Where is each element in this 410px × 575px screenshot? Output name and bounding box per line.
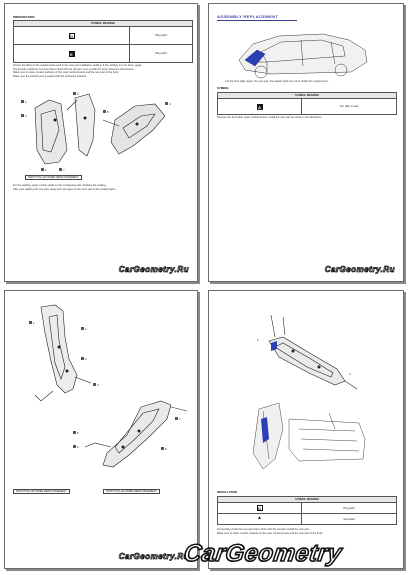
floor-panel-diagram <box>239 399 379 483</box>
figure-label: 4 <box>97 383 99 387</box>
section-title: ASSEMBLY REPLACEMENT <box>217 14 279 19</box>
note-item: Temporarily install the new part that is flush with the old part. Line up with the body reference dimensions... <box>13 67 136 71</box>
warning-icon: ⚠ <box>257 104 262 110</box>
figure-footer-label: FRONT PILLAR INNER REINFORCEMENT <box>103 489 160 494</box>
manual-page-4 <box>208 290 404 569</box>
note-item: Make sure to clean contact surfaces of the outer reinforcement and the new part of the body. <box>13 71 120 75</box>
figure-label: 1 <box>257 338 259 342</box>
symbol-e: E <box>70 51 73 57</box>
table-cell: Spot weld <box>302 514 397 525</box>
note-item: Make sure to clean contact surfaces of the outer reinforcement and the new part of the body. <box>217 531 324 535</box>
note-item: For the welding, apply a body sealer to the overlapping part. Replace the sealing... <box>13 184 108 187</box>
manual-page-1 <box>4 3 198 282</box>
figure-label: 1 <box>33 321 35 325</box>
note-item: Protect the fitting of the related parts used in the new part installation welding. If the welding is to be done, apply... <box>13 64 144 67</box>
step-text: Cut the front pillar upper, the new part, the related parts are cut to obtain this replacement... <box>225 80 330 83</box>
table-cell: Cut, drill, or saw <box>302 99 397 115</box>
figure-label: 7 <box>179 417 181 421</box>
spot-weld-icon: ▲ <box>257 515 262 521</box>
table-header: SYMBOL MEANING <box>218 497 397 503</box>
figure-footer-label: FRONT PILLAR INNER REINFORCEMENT <box>13 489 70 494</box>
title-underline <box>217 20 297 21</box>
notes-list <box>13 64 193 78</box>
symbol-table <box>217 496 397 525</box>
figure-label: 3 <box>77 92 79 96</box>
manual-page-2 <box>208 3 404 282</box>
watermark-large: CarGeometry <box>182 540 344 567</box>
note-item: After spot welding the new part, apply anti-rust agent to the inner part of the related parts... <box>13 187 117 191</box>
table-header: SYMBOL MEANING <box>14 21 193 27</box>
table-cell: Plug weld <box>130 45 193 63</box>
watermark: CarGeometry.Ru <box>118 265 189 274</box>
figure-footer-label: FRONT PILLAR INNER REINFORCEMENT <box>25 175 82 180</box>
symbol-d: D <box>70 33 73 39</box>
symbol-table <box>217 92 397 115</box>
figure-label: 3 <box>85 357 87 361</box>
figure-label: 7 <box>63 168 65 172</box>
watermark: CarGeometry.Ru <box>118 552 189 561</box>
figure-label: 6 <box>45 168 47 172</box>
table-cell: Plug weld <box>302 503 397 514</box>
pillar-diagram <box>15 90 191 174</box>
figure-label: 2 <box>349 372 351 376</box>
reinforcement-diagram <box>253 311 363 399</box>
note-item: Temporarily install the new part that is flush with the old part. Install the new part... <box>217 528 311 531</box>
watermark: CarGeometry.Ru <box>324 265 395 274</box>
pillar-replacement-diagram <box>11 297 193 487</box>
symbol-table <box>13 20 193 63</box>
vehicle-body-diagram <box>231 24 373 80</box>
figure-label: 6 <box>77 445 79 449</box>
section-title: PREPARATION <box>13 15 35 19</box>
figure-label: 4 <box>169 102 171 106</box>
figure-label: 8 <box>165 447 167 451</box>
figure-label: 1 <box>25 100 27 104</box>
figure-label: 2 <box>25 114 27 118</box>
figure-label: 2 <box>85 327 87 331</box>
table-header: SYMBOL MEANING <box>218 93 397 99</box>
manual-page-3 <box>4 290 198 569</box>
table-caption: SYMBOL <box>217 86 229 90</box>
figure-label: 5 <box>77 431 79 435</box>
table-cell: Plug weld <box>130 27 193 45</box>
notes-list <box>217 528 397 535</box>
note-item: Remove the front pillar upper reinforcement. Install the new part as shown in the illustration. <box>217 116 323 119</box>
section-title: INSTALLATION <box>217 490 238 494</box>
notes-bottom <box>13 184 193 191</box>
figure-label: 5 <box>107 110 109 114</box>
note-item: Make sure the welded part is sealed with the protective material. <box>13 74 87 78</box>
symbol-d: D <box>258 506 261 511</box>
